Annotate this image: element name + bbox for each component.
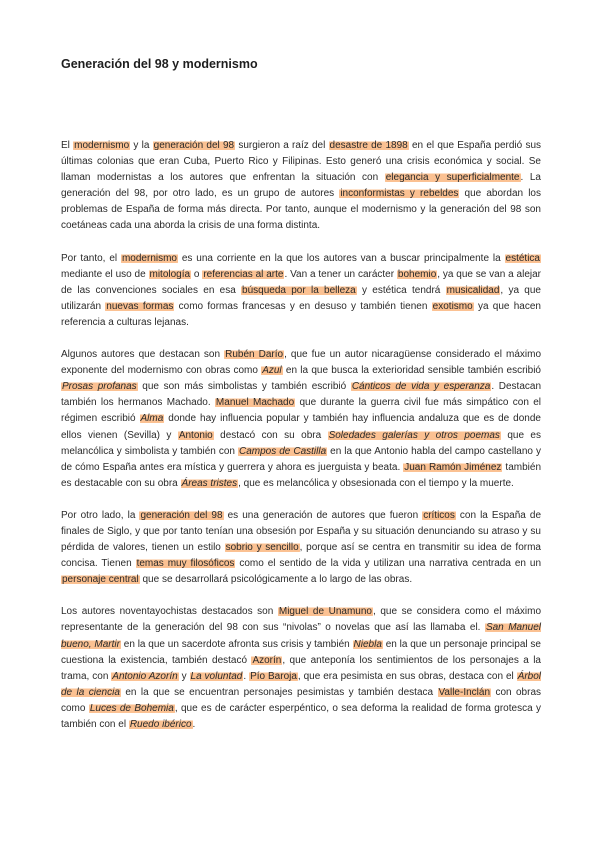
text-run: que es melancólica y simbolista y también con [61, 429, 541, 457]
highlighted-text: nuevas formas [106, 300, 174, 312]
highlighted-work-title: Niebla [353, 638, 382, 650]
highlighted-text: Juan Ramón Jiménez [404, 461, 502, 473]
highlighted-text: Manuel Machado [215, 397, 295, 409]
text-run: con la España de finales de Siglo, y que por tanto tenían una obsesión por España y su situación denunciando su atraso y su pérdida de valores, tienen un estilo [61, 509, 542, 554]
highlighted-text: críticos [423, 509, 455, 521]
highlighted-text: musicalidad [446, 284, 500, 296]
text-run: es una corriente en la que los autores van a buscar principalmente la [178, 252, 505, 264]
text-run: donde hay influencia popular y también hay influencia andaluza que es de donde ellos vienen (Sevilla) y [61, 413, 541, 441]
text-run: . [243, 670, 250, 682]
text-run: y [178, 670, 190, 682]
highlighted-text: Antonio [178, 429, 213, 441]
highlighted-work-title: Antonio Azorín [112, 670, 178, 682]
highlighted-text: temas muy filosóficos [136, 558, 235, 570]
text-run: , ya que utilizarán [61, 284, 541, 312]
paragraph-3 [61, 347, 541, 492]
text-run: surgieron a raíz del [235, 140, 329, 151]
highlighted-text: Rubén Darío [225, 349, 284, 361]
text-run: , que es melancólica y obsesionada con el tiempo y la muerte. [238, 477, 514, 489]
text-run: Por tanto, el [61, 252, 121, 264]
text-run: Algunos autores que destacan son [61, 349, 225, 361]
highlighted-work-title: San Manuel bueno, Martir [61, 622, 541, 650]
highlighted-text: búsqueda por la belleza [242, 284, 356, 296]
highlighted-text: Miguel de Unamuno [278, 606, 372, 618]
text-run: como formas francesas y en desuso y también tienen [174, 300, 432, 312]
highlighted-text: Pío Baroja [250, 670, 297, 682]
text-run: , que es de carácter esperpéntico, o sea deforma la realidad de forma grotesca y también con el [61, 702, 542, 730]
highlighted-text: desastre de 1898 [329, 140, 408, 151]
highlighted-text: generación del 98 [140, 509, 223, 521]
highlighted-text: bohemio [397, 268, 437, 280]
text-run: destacó con su obra [213, 429, 328, 441]
highlighted-text: mitología [149, 268, 191, 280]
highlighted-text: modernismo [121, 252, 177, 264]
highlighted-work-title: Alma [140, 413, 164, 425]
paragraph-1 [61, 138, 541, 235]
text-run: o [191, 268, 203, 280]
text-run: Los autores noventayochistas destacados son [61, 606, 278, 618]
text-run: ya que hacen referencia a culturas lejanas. [61, 300, 541, 328]
text-run: , ya que se van a alejar de las convenciones sociales en esa [61, 268, 541, 296]
highlighted-text: generación del 98 [153, 140, 235, 151]
text-run: . Van a tener un carácter [284, 268, 397, 280]
highlighted-work-title: Soledades galerías y otros poemas [328, 429, 500, 441]
text-run: y estética tendrá [356, 284, 446, 296]
highlighted-text: sobrio y sencillo [225, 542, 299, 554]
text-run: que son más simbolistas y también escribió [137, 381, 351, 393]
text-run: también es destacable con su obra [61, 461, 542, 489]
text-run: en la que se encuentran personajes pesimistas y también destaca [120, 686, 438, 698]
highlighted-work-title: Prosas profanas [62, 381, 137, 393]
highlighted-text: personaje central [62, 574, 139, 586]
text-run: en la que Antonio habla del campo castellano y de cómo España antes era mística y guerrera y ahora es juerguista y beata. [61, 445, 541, 473]
text-run: en la que un personaje principal se cuestiona la existencia, también destacó [61, 638, 541, 666]
highlighted-text: Valle-Inclán [438, 686, 491, 698]
highlighted-text: inconformistas y rebeldes [340, 188, 459, 200]
text-run: y la [130, 140, 153, 151]
highlighted-work-title: Campos de Castilla [238, 445, 327, 457]
text-run: que abordan los problemas de España de forma más directa. Por tanto, aunque el modernismo y la generación del 98 son coetáneas cada una aborda la crisis de una forma distinta. [61, 188, 541, 232]
text-run: . La generación del 98, por otro lado, es un grupo de autores [61, 172, 541, 200]
page-title: Generación del 98 y modernismo [61, 57, 258, 71]
text-run: como el sentido de la vida y utilizan una narrativa centrada en un [235, 558, 542, 570]
document-body [61, 138, 541, 749]
text-run: en la que busca la exterioridad sensible también escribió [282, 365, 541, 377]
text-run: El [61, 140, 74, 151]
highlighted-work-title: Ruedo ibérico [129, 719, 192, 730]
text-run: , que fue un autor nicaragüense considerado el máximo exponente del modernismo con obras como [61, 349, 542, 377]
highlighted-text: elegancia y superficialmente [385, 172, 520, 184]
highlighted-work-title: Azul [262, 365, 282, 377]
highlighted-text: exotismo [432, 300, 473, 312]
text-run: . Destacan también los hermanos Machado. [61, 381, 542, 409]
paragraph-5 [61, 604, 541, 733]
text-run: en el que España perdió sus últimas colonias que eran Cuba, Puerto Rico y Filipinas. Esto generó una crisis económica y social. Se llaman modernistas a los autores que enfrentan la situación con [61, 140, 542, 184]
highlighted-work-title: Luces de Bohemia [89, 702, 174, 714]
text-run: , porque así se centra en transmitir su idea de forma concisa. Tienen [61, 542, 541, 570]
paragraph-4 [61, 508, 541, 588]
text-run: que se desarrollará psicológicamente a lo largo de las obras. [139, 574, 413, 586]
text-run: que durante la guerra civil fue más simpático con el régimen escribió [61, 397, 541, 425]
text-run: con obras como [61, 686, 541, 714]
paragraph-2 [61, 251, 541, 331]
highlighted-text: modernismo [74, 140, 130, 151]
text-run: mediante el uso de [61, 268, 149, 280]
text-run: , que anteponía los sentimientos de los personajes a la trama, con [61, 654, 541, 682]
text-run: en la que un sacerdote afronta sus crisis y también [120, 638, 353, 650]
text-run: , que se considera como el máximo representante de la generación del 98 con sus “nivolas” o novelas que así las llamaba el. [61, 606, 542, 634]
highlighted-text: estética [505, 252, 540, 264]
highlighted-work-title: Cánticos de vida y esperanza [351, 381, 491, 393]
text-run: . [192, 719, 196, 730]
highlighted-text: referencias al arte [203, 268, 284, 280]
highlighted-text: Azorín [252, 654, 282, 666]
text-run: es una generación de autores que fueron [223, 509, 423, 521]
highlighted-work-title: Árbol de la ciencia [61, 670, 542, 698]
highlighted-work-title: La voluntad [190, 670, 243, 682]
highlighted-work-title: Áreas tristes [181, 477, 238, 489]
text-run: Por otro lado, la [61, 509, 140, 521]
text-run: , que era pesimista en sus obras, destaca con el [297, 670, 517, 682]
